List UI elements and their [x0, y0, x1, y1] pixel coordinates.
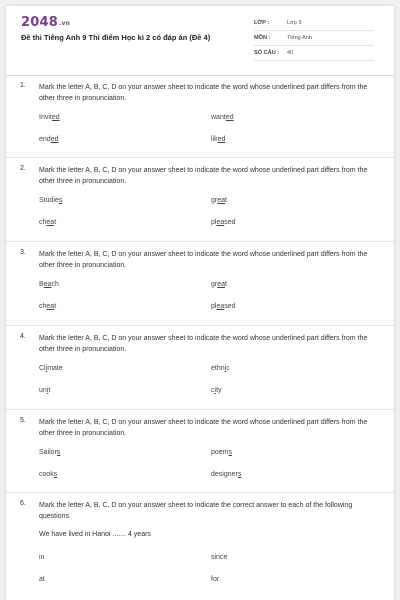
option-text: B: [39, 281, 44, 288]
option-text: gr: [211, 281, 218, 288]
answer-option[interactable]: [39, 471, 57, 478]
option-text: c: [211, 387, 215, 394]
question-divider: [6, 325, 394, 326]
question-text: Mark the letter A, B, C, D on your answer sheet to indicate the word whose underlined part differs from the other three in pronunciation.: [39, 167, 368, 185]
underlined-part: ea: [216, 303, 225, 310]
option-text: in: [39, 554, 45, 561]
option-text: pl: [211, 303, 217, 310]
option-text: lik: [211, 136, 218, 143]
answer-option[interactable]: [211, 136, 225, 143]
answer-option[interactable]: [211, 576, 219, 583]
option-text: since: [211, 554, 228, 561]
answer-option[interactable]: [211, 387, 222, 394]
underlined-part: s: [237, 471, 242, 478]
option-text: pl: [211, 219, 217, 226]
option-text: sed: [224, 303, 236, 310]
answer-option[interactable]: [211, 471, 241, 478]
option-text: at: [39, 576, 45, 583]
underlined-part: i: [224, 365, 227, 372]
answer-option[interactable]: [39, 303, 56, 310]
meta-label: MÔN :: [254, 35, 271, 41]
answer-option[interactable]: [39, 197, 62, 204]
meta-value: 40: [287, 50, 294, 56]
document-header: [6, 6, 394, 72]
option-text: mate: [47, 365, 63, 372]
answer-option[interactable]: [211, 303, 236, 310]
option-text: for: [211, 576, 220, 583]
answer-option[interactable]: [39, 387, 50, 394]
option-text: un: [39, 387, 47, 394]
option-text: want: [211, 114, 226, 121]
option-text: poem: [211, 449, 229, 456]
option-text: t: [54, 303, 57, 310]
header-divider: [6, 75, 394, 76]
underlined-part: ea: [43, 281, 52, 288]
option-text: gr: [211, 197, 218, 204]
meta-label: LỚP :: [254, 20, 270, 26]
underlined-part: ea: [217, 197, 226, 204]
option-text: cook: [39, 471, 54, 478]
question-number: 6.: [20, 500, 26, 507]
option-text: t: [225, 281, 227, 288]
question-number: 2.: [20, 165, 26, 172]
option-text: end: [39, 136, 51, 143]
answer-option[interactable]: [211, 281, 227, 288]
meta-value: Tiếng Anh: [287, 35, 312, 41]
question-text: Mark the letter A, B, C, D on your answer sheet to indicate the word whose underlined part differs from the other three in pronunciation.: [39, 84, 368, 102]
question-number: 1.: [20, 82, 26, 89]
option-text: ch: [39, 303, 47, 310]
underlined-part: ed: [50, 136, 59, 143]
option-text: Cl: [39, 365, 46, 372]
answer-option[interactable]: [39, 136, 58, 143]
question-number: 3.: [20, 249, 26, 256]
question-divider: [6, 241, 394, 242]
option-text: designer: [211, 471, 238, 478]
option-text: ch: [51, 281, 59, 288]
underlined-part: ea: [216, 219, 225, 226]
answer-option[interactable]: [39, 281, 59, 288]
underlined-part: ed: [51, 114, 60, 121]
exam-meta: [254, 16, 374, 61]
option-text: ty: [216, 387, 222, 394]
document-page: [6, 6, 394, 600]
question-text: Mark the letter A, B, C, D on your answer sheet to indicate the word whose underlined part differs from the other three in pronunciation.: [39, 251, 368, 269]
underlined-part: i: [46, 387, 49, 394]
underlined-part: s: [56, 449, 61, 456]
question-number: 4.: [20, 333, 26, 340]
site-logo[interactable]: [21, 15, 70, 30]
option-text: Sailor: [39, 449, 57, 456]
question-number: 5.: [20, 417, 26, 424]
underlined-part: i: [45, 365, 48, 372]
page-title: Đề thi Tiếng Anh 9 Thí điểm Học kì 2 có đáp án (Đề 4): [21, 33, 211, 42]
answer-option[interactable]: [211, 365, 230, 372]
option-text: c: [226, 365, 230, 372]
answer-option[interactable]: [39, 219, 56, 226]
answer-option[interactable]: [39, 114, 60, 121]
meta-row-count: [254, 46, 374, 61]
meta-row-subject: [254, 31, 374, 46]
meta-label: SỐ CÂU :: [254, 50, 280, 56]
option-text: ch: [39, 219, 47, 226]
question-text: Mark the letter A, B, C, D on your answer sheet to indicate the word whose underlined part differs from the other three in pronunciation.: [39, 335, 368, 353]
question-divider: [6, 492, 394, 493]
underlined-part: ea: [46, 303, 55, 310]
answer-option[interactable]: [211, 554, 227, 561]
question-stem: We have lived in Hanoi ....... 4 years: [39, 531, 151, 538]
option-text: Studie: [39, 197, 59, 204]
answer-option[interactable]: [39, 576, 45, 583]
answer-option[interactable]: [211, 449, 232, 456]
underlined-part: ea: [46, 219, 55, 226]
meta-value: Lớp 9: [287, 20, 302, 26]
option-text: sed: [224, 219, 236, 226]
option-text: t: [225, 197, 227, 204]
answer-option[interactable]: [39, 449, 60, 456]
answer-option[interactable]: [39, 365, 63, 372]
meta-row-class: [254, 16, 374, 31]
underlined-part: ed: [217, 136, 226, 143]
underlined-part: s: [53, 471, 58, 478]
logo-text: 2048: [21, 15, 58, 30]
underlined-part: s: [228, 449, 233, 456]
answer-option[interactable]: [211, 219, 236, 226]
answer-option[interactable]: [39, 554, 44, 561]
question-text: Mark the letter A, B, C, D on your answer sheet to indicate the word whose underlined part differs from the other three in pronunciation.: [39, 419, 368, 437]
answer-option[interactable]: [211, 114, 234, 121]
underlined-part: ea: [217, 281, 226, 288]
question-divider: [6, 157, 394, 158]
option-text: ethn: [211, 365, 225, 372]
logo-extension: .vn: [58, 20, 71, 27]
option-text: t: [48, 387, 51, 394]
option-text: t: [54, 219, 57, 226]
underlined-part: i: [214, 387, 217, 394]
option-text: Invit: [39, 114, 52, 121]
answer-option[interactable]: [211, 197, 227, 204]
underlined-part: s: [58, 197, 63, 204]
underlined-part: ed: [225, 114, 234, 121]
question-text: Mark the letter A, B, C, D on your answer sheet to indicate the correct answer to each of the following questions: [39, 502, 353, 520]
question-divider: [6, 409, 394, 410]
